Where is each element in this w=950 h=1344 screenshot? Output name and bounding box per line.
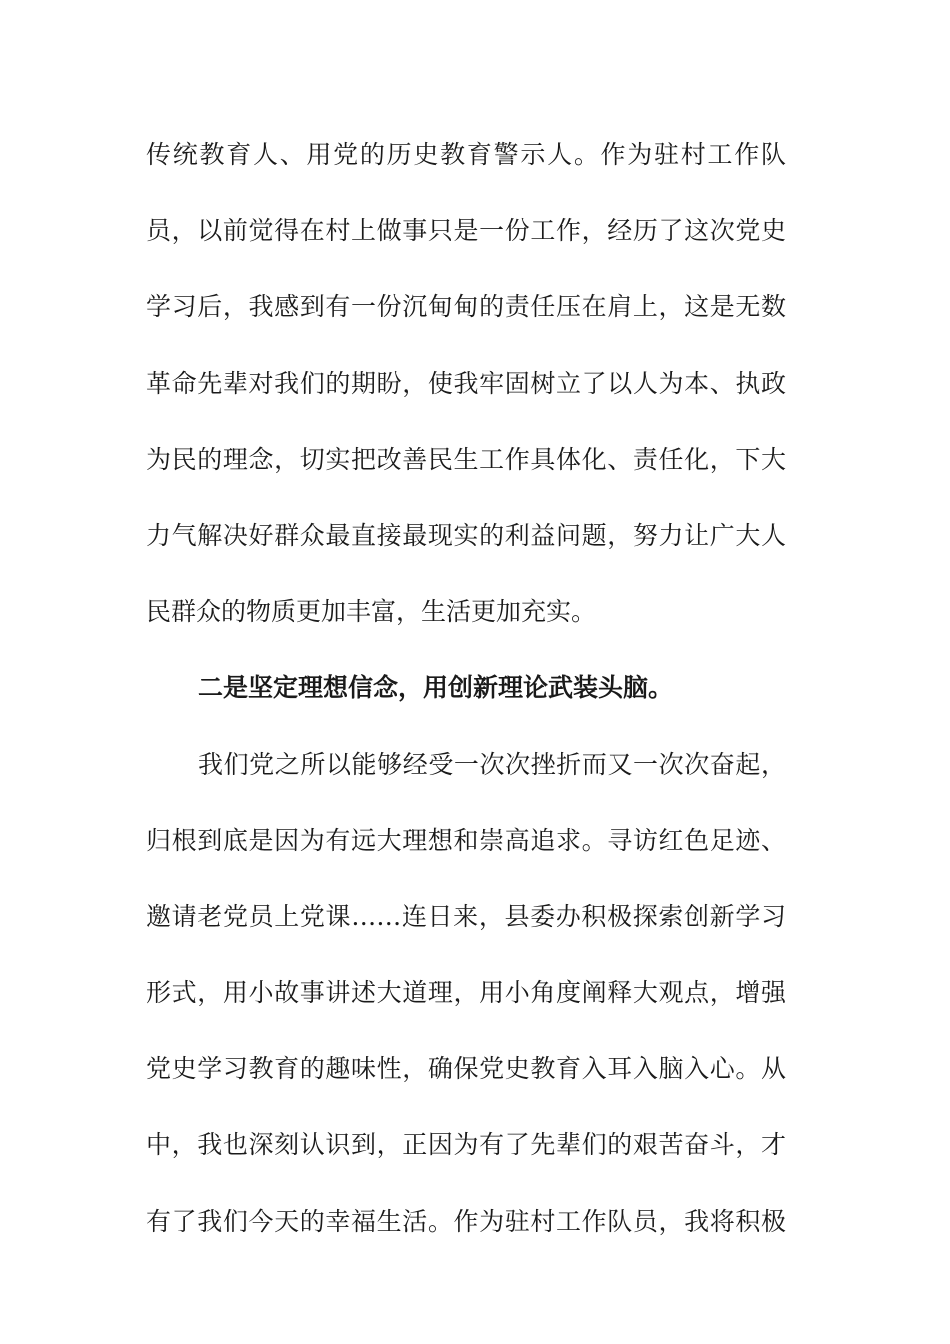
section-heading: 二是坚定理想信念，用创新理论武装头脑。: [198, 673, 674, 703]
paragraph-1-line-6: 力气解决好群众最直接最现实的利益问题，努力让广大人: [146, 520, 786, 550]
paragraph-2-line-1: 我们党之所以能够经受一次次挫折而又一次次奋起，: [198, 749, 786, 779]
document-body: [146, 126, 786, 1269]
paragraph-1-line-3: 学习后，我感到有一份沉甸甸的责任压在肩上，这是无数: [146, 292, 786, 322]
paragraph-1-line-2: 员，以前觉得在村上做事只是一份工作，经历了这次党史: [146, 216, 786, 246]
paragraph-2-line-5: 党史学习教育的趣味性，确保党史教育入耳入脑入心。从: [146, 1054, 786, 1084]
paragraph-2-line-3: 邀请老党员上党课……连日来，县委办积极探索创新学习: [146, 901, 786, 931]
paragraph-1-line-7: 民群众的物质更加丰富，生活更加充实。: [146, 597, 597, 627]
paragraph-2: [146, 736, 786, 1269]
paragraph-1-line-5: 为民的理念，切实把改善民生工作具体化、责任化，下大: [146, 444, 786, 474]
paragraph-2-line-4: 形式，用小故事讲述大道理，用小角度阐释大观点，增强: [146, 978, 786, 1008]
paragraph-2-line-2: 归根到底是因为有远大理想和崇高追求。寻访红色足迹、: [146, 825, 786, 855]
paragraph-1: [146, 126, 786, 659]
paragraph-1-line-4: 革命先辈对我们的期盼，使我牢固树立了以人为本、执政: [146, 368, 786, 398]
paragraph-2-line-6: 中，我也深刻认识到，正因为有了先辈们的艰苦奋斗，才: [146, 1130, 786, 1160]
paragraph-1-line-1: 传统教育人、用党的历史教育警示人。作为驻村工作队: [146, 140, 786, 169]
paragraph-2-line-7: 有了我们今天的幸福生活。作为驻村工作队员，我将积极: [146, 1206, 786, 1236]
